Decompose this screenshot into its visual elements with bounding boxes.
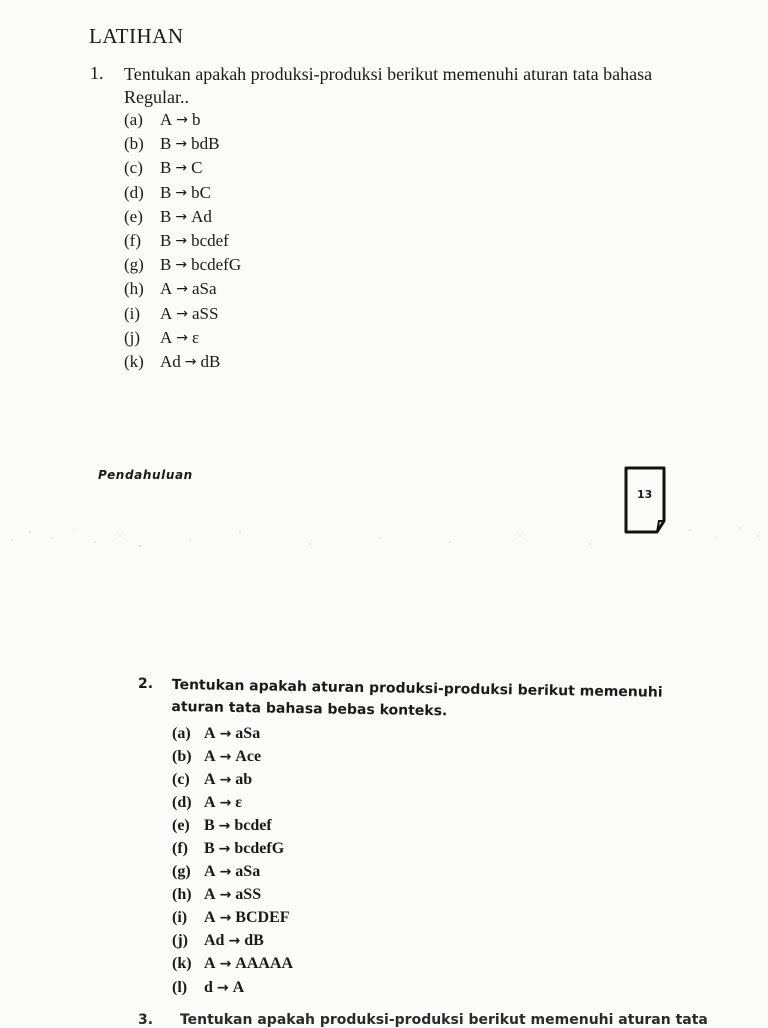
rule-lhs: A [204,863,216,881]
arrow-icon: → [219,725,232,742]
arrow-icon: → [176,305,189,322]
rule-rhs: bcdefG [191,255,242,275]
rule-rhs: C [191,158,203,178]
rule-rhs: bdB [191,134,220,154]
rule-rhs: Ace [235,747,262,765]
rule-lhs: A [204,909,216,927]
rule-lhs: B [204,816,215,834]
production-rule [124,277,241,301]
chapter-footer-label: Pendahuluan [98,468,193,482]
production-rule [124,326,241,350]
rule-label: (g) [124,255,144,275]
rule-label: (d) [172,793,192,811]
production-rule [124,132,241,156]
rule-lhs: A [160,279,173,299]
production-rule [172,930,293,953]
rule-label: (i) [172,909,188,927]
rule-label: (k) [124,351,144,371]
rule-rhs: aSa [192,279,217,299]
production-rule [172,976,293,999]
question-2-list [172,722,293,999]
arrow-icon: → [216,979,229,996]
rule-lhs: B [160,231,172,251]
arrow-icon: → [176,329,189,346]
arrow-icon: → [218,817,231,834]
arrow-icon: → [176,112,189,129]
question-3-partial [138,1012,758,1028]
production-rule [172,861,293,884]
rule-label: (i) [124,303,141,323]
arrow-icon: → [219,748,232,765]
rule-lhs: B [160,158,172,178]
question-3-text: Tentukan apakah produksi-produksi berikut memenuhi aturan tata [179,1012,708,1028]
question-2-text: Tentukan apakah aturan produksi-produksi berikut memenuhi aturan tata bahasa bebas konteks. [171,676,663,720]
production-rule [124,302,241,326]
question-3-number: 3. [138,1012,154,1028]
rule-label: (e) [124,206,143,226]
rule-rhs: aSS [235,886,262,904]
rule-label: (a) [124,110,143,130]
production-rule [172,907,293,930]
production-rule [172,791,293,814]
rule-label: (f) [124,231,141,251]
question-1-text: Tentukan apakah produksi-produksi berikut memenuhi aturan tata bahasa Regular.. [124,64,653,107]
rule-rhs: ε [235,793,243,811]
rule-rhs: bcdefG [234,840,285,858]
rule-lhs: B [204,840,215,858]
arrow-icon: → [175,136,188,153]
production-rule [172,884,293,907]
production-rule [172,722,293,745]
rule-rhs: AAAAA [235,955,294,973]
rule-rhs: dB [244,932,264,950]
production-rule [124,156,241,180]
rule-label: (f) [172,840,188,858]
rule-label: (a) [172,724,191,742]
arrow-icon: → [175,257,188,274]
production-rule [124,253,241,277]
rule-label: (c) [172,770,190,788]
rule-rhs: BCDEF [235,909,290,927]
question-2-number: 2. [138,676,154,692]
rule-rhs: bcdef [191,231,229,251]
rule-rhs: b [192,110,201,130]
arrow-icon: → [219,910,232,927]
rule-lhs: B [160,182,172,202]
page-number: 13 [637,488,653,501]
rule-label: (k) [172,955,192,973]
arrow-icon: → [219,771,232,788]
rule-rhs: ab [235,770,253,788]
arrow-icon: → [176,281,189,298]
arrow-icon: → [218,841,231,858]
question-1-number: 1. [90,63,104,83]
production-rule [124,205,241,229]
rule-rhs: dB [200,351,221,371]
rule-lhs: A [204,886,216,904]
rule-label: (j) [124,327,141,347]
rule-label: (j) [172,932,188,950]
rule-rhs: A [232,978,245,996]
rule-rhs: ε [192,327,200,347]
rule-lhs: A [160,327,173,347]
rule-lhs: A [204,793,216,811]
rule-lhs: A [204,747,216,765]
question-1-list [124,108,241,374]
rule-rhs: aSS [192,303,219,323]
rule-lhs: Ad [160,351,181,371]
section-title: LATIHAN [89,24,184,48]
rule-label: (h) [172,886,192,904]
production-rule [172,837,293,860]
rule-lhs: A [204,955,216,973]
arrow-icon: → [228,933,241,950]
production-rule [172,814,293,837]
arrow-icon: → [175,160,188,177]
rule-lhs: d [204,978,213,996]
arrow-icon: → [175,208,188,225]
arrow-icon: → [219,864,232,881]
rule-rhs: bC [191,182,211,202]
rule-label: (c) [124,158,143,178]
rule-rhs: bcdef [234,816,272,834]
production-rule [172,768,293,791]
rule-lhs: A [160,303,173,323]
rule-lhs: B [160,255,172,275]
rule-label: (d) [124,182,144,202]
production-rule [124,350,241,374]
rule-label: (l) [172,978,188,996]
rule-rhs: aSa [235,724,261,742]
arrow-icon: → [219,956,232,973]
production-rule [172,745,293,768]
second-page [0,660,768,1028]
rule-label: (h) [124,279,144,299]
rule-rhs: Ad [191,206,212,226]
production-rule [124,181,241,205]
rule-lhs: B [160,134,172,154]
rule-label: (b) [172,747,192,765]
rule-lhs: A [204,724,216,742]
production-rule [124,108,241,132]
rule-lhs: B [160,206,172,226]
arrow-icon: → [175,184,188,201]
arrow-icon: → [184,353,197,370]
rule-label: (b) [124,134,144,154]
rule-lhs: Ad [204,932,225,950]
rule-lhs: A [204,770,216,788]
arrow-icon: → [175,233,188,250]
rule-rhs: aSa [235,863,261,881]
scan-noise [0,500,768,580]
arrow-icon: → [219,794,232,811]
rule-label: (e) [172,816,190,834]
rule-label: (g) [172,863,191,881]
production-rule [172,953,293,976]
production-rule [124,229,241,253]
rule-lhs: A [160,110,173,130]
arrow-icon: → [219,887,232,904]
